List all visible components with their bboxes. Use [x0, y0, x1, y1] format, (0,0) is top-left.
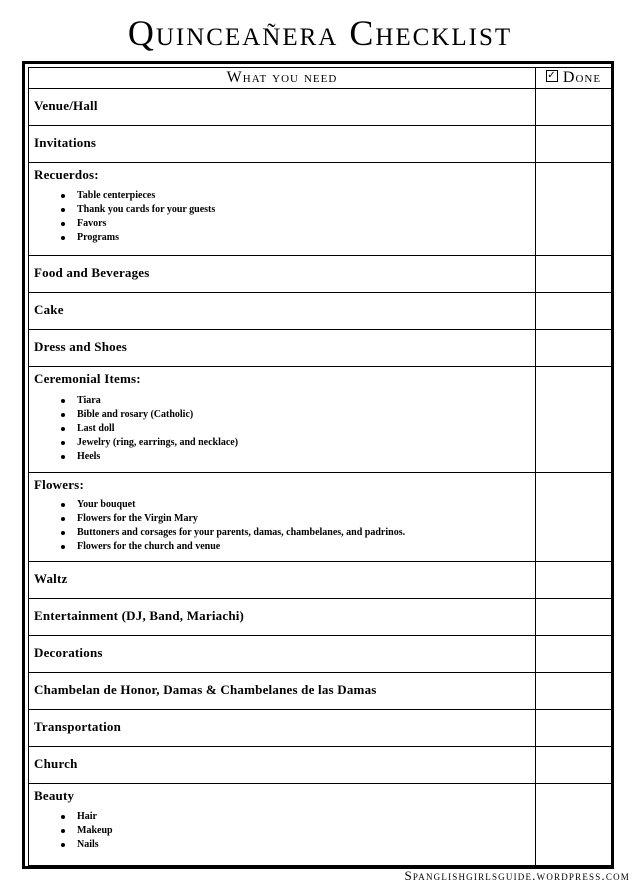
- item-label: Church: [34, 756, 78, 771]
- item-cell: [29, 636, 536, 673]
- done-checkbox-cell[interactable]: [536, 293, 612, 330]
- subitem: Makeup: [77, 824, 535, 838]
- checklist-frame: [22, 61, 614, 869]
- subitem: Thank you cards for your guests: [77, 203, 535, 217]
- item-label: Chambelan de Honor, Damas & Chambelanes de las Damas: [34, 682, 377, 697]
- checklist-row: [29, 636, 612, 673]
- subitem-list: [29, 810, 535, 852]
- header-done-label: Done: [562, 69, 602, 86]
- checklist-row: [29, 747, 612, 784]
- header-done: [536, 68, 612, 89]
- done-checkbox-cell[interactable]: [536, 784, 612, 866]
- checklist-row: [29, 562, 612, 599]
- item-label: Cake: [34, 302, 64, 317]
- checklist-row: [29, 126, 612, 163]
- checkbox-checked-icon: ✓: [547, 70, 557, 82]
- item-label: Ceremonial Items:: [34, 371, 141, 386]
- done-checkbox-cell[interactable]: [536, 599, 612, 636]
- checklist-body: [29, 89, 612, 866]
- subitem: Buttoners and corsages for your parents, damas, chambelanes, and padrinos.: [77, 526, 535, 540]
- done-checkbox-cell[interactable]: [536, 126, 612, 163]
- done-checkbox-cell[interactable]: [536, 562, 612, 599]
- checklist-row: [29, 256, 612, 293]
- subitem: Your bouquet: [77, 498, 535, 512]
- item-cell: [29, 330, 536, 367]
- item-cell: [29, 710, 536, 747]
- subitem: Bible and rosary (Catholic): [77, 408, 535, 422]
- item-label: Transportation: [34, 719, 122, 734]
- checklist-row: [29, 599, 612, 636]
- subitem: Favors: [77, 217, 535, 231]
- checklist-row: [29, 163, 612, 256]
- subitem: Table centerpieces: [77, 189, 535, 203]
- item-label: Beauty: [34, 788, 75, 803]
- subitem-list: [29, 189, 535, 245]
- done-checkbox-cell[interactable]: [536, 330, 612, 367]
- footer-url: Spanglishgirlsguide.wordpress.com: [404, 868, 630, 883]
- done-checkbox-cell[interactable]: [536, 636, 612, 673]
- done-checkbox-cell[interactable]: [536, 367, 612, 473]
- subitem: Hair: [77, 810, 535, 824]
- item-cell: [29, 126, 536, 163]
- subitem: Flowers for the Virgin Mary: [77, 512, 535, 526]
- item-cell: [29, 784, 536, 866]
- checklist-row: [29, 293, 612, 330]
- done-checkbox-cell[interactable]: [536, 747, 612, 784]
- item-label: Dress and Shoes: [34, 339, 128, 354]
- item-cell: [29, 747, 536, 784]
- item-cell: [29, 89, 536, 126]
- subitem: Heels: [77, 450, 535, 464]
- subitem-list: [29, 498, 535, 554]
- checklist-row: [29, 367, 612, 473]
- done-checkbox-cell[interactable]: [536, 673, 612, 710]
- done-checkbox-cell[interactable]: [536, 89, 612, 126]
- item-cell: [29, 367, 536, 473]
- item-label: Venue/Hall: [34, 98, 98, 113]
- done-checkbox-cell[interactable]: [536, 710, 612, 747]
- checklist-row: [29, 673, 612, 710]
- subitem: Nails: [77, 838, 535, 852]
- item-cell: [29, 562, 536, 599]
- subitem-list: [29, 394, 535, 464]
- done-checkbox-cell[interactable]: [536, 473, 612, 562]
- checklist-row: [29, 710, 612, 747]
- done-checkbox-cell[interactable]: [536, 163, 612, 256]
- item-cell: [29, 673, 536, 710]
- checklist-row: [29, 330, 612, 367]
- subitem: Jewelry (ring, earrings, and necklace): [77, 436, 535, 450]
- header-what-you-need: What you need: [29, 68, 536, 89]
- page-title: Quinceañera Checklist: [127, 13, 513, 53]
- item-label: Flowers:: [34, 477, 84, 492]
- item-cell: [29, 256, 536, 293]
- item-label: Food and Beverages: [34, 265, 150, 280]
- item-cell: [29, 163, 536, 256]
- item-cell: [29, 473, 536, 562]
- subitem: Tiara: [77, 394, 535, 408]
- item-cell: [29, 293, 536, 330]
- subitem: Programs: [77, 231, 535, 245]
- item-label: Invitations: [34, 135, 97, 150]
- subitem: Flowers for the church and venue: [77, 540, 535, 554]
- subitem: Last doll: [77, 422, 535, 436]
- item-label: Decorations: [34, 645, 103, 660]
- item-label: Recuerdos:: [34, 167, 99, 182]
- item-label: Waltz: [34, 571, 68, 586]
- item-label: Entertainment (DJ, Band, Mariachi): [34, 608, 245, 623]
- done-checkbox-cell[interactable]: [536, 256, 612, 293]
- checklist-row: [29, 784, 612, 866]
- item-cell: [29, 599, 536, 636]
- header-row: [29, 68, 612, 89]
- checklist-row: [29, 473, 612, 562]
- checklist-row: [29, 89, 612, 126]
- checklist-table: [28, 67, 612, 866]
